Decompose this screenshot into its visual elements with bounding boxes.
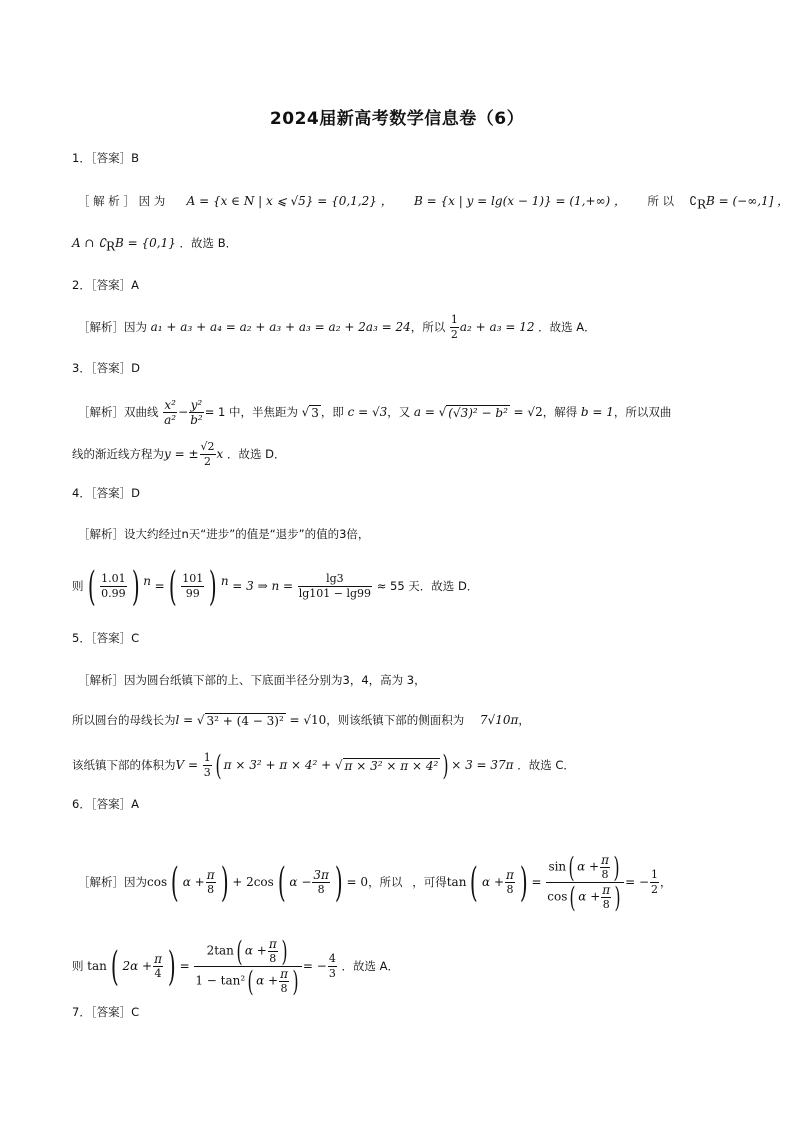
q5-explanation-line2: 所以圆台的母线长为l = √ 3² + (4 − 3)² = √10，则该纸镇下部的侧面积为 7√10π， <box>72 713 530 728</box>
q3-answer: 3．［答案］D <box>72 361 140 375</box>
q4-explanation-line2: 则( $\frac{1.01}{0.99}$ ) $^n$ =( $\frac{101}{99}$ ) $^n$ = 3 ⇒ n = $\frac{\lg 3}{\lg 101 - \lg 99}$ ≈ 55 天．故选 D． <box>72 563 479 610</box>
fraction-y2-b2: $\frac{\text{y²}}{\text{b²}}$ <box>190 398 203 427</box>
fraction-x2-a2: $\frac{\text{x²}}{\text{a²}}$ <box>164 398 177 427</box>
q5-answer: 5．［答案］C <box>72 631 140 645</box>
q5-explanation-line1: ［解析］因为圆台纸镇下部的上、下底面半径分别为3，4，高为 3， <box>78 673 426 687</box>
q5-explanation-line3: 该纸镇下部的体积为V = $\frac{1}{3}$ ( π × 3² + π × 4² + √ π × 3² × π × 4² ) × 3 = 37π ．故选 C． <box>72 748 575 782</box>
q6-explanation-line2: 则 tan( 2α + $\frac{\pi}{4}$ ) = 2tan( α + $\frac{\pi}{8}$ ) 1 − tan²( α + $\frac{\pi}{8}$ ) = − $\frac{4}{3}$ ．故选 A． <box>72 934 400 998</box>
fraction-one-half: $\frac{1}{2}$ <box>450 313 458 341</box>
fraction-sin-over-cos: sin( α + $\frac{\pi}{8}$ ) cos( α + $\frac{\pi}{8}$ ) <box>546 853 624 912</box>
q3-explanation-line1: ［解析］双曲线 $\frac{\text{x²}}{\text{a²}}$ − $\frac{\text{y²}}{\text{b²}}$ = 1 中，半焦距为 √ 3 ，即 c = √3，又 a = √ (√3)² − b² = √2，解得 b = 1，所以双曲 <box>78 398 672 427</box>
q4-answer: 4．［答案］D <box>72 486 140 500</box>
q1-answer: 1．［答案］B <box>72 151 139 165</box>
q3-explanation-line2: 线的渐近线方程为y = ± $\frac{√2}{2}$ x ．故选 D． <box>72 440 286 468</box>
fraction-sqrt2-2: $\frac{√2}{2}$ <box>200 440 215 468</box>
q7-answer: 7．［答案］C <box>72 1005 140 1019</box>
page-title: 2024届新高考数学信息卷（6） <box>269 109 525 129</box>
q1-explanation-line2: A ∩ $∁_RB = \{0,1\}$ ．故选 B． <box>72 236 238 254</box>
q6-explanation-line1: ［解析］因为cos( α + $\frac{\pi}{8}$ ) + 2cos( α − $\frac{3\pi}{8}$ ) = 0，所以 ，可得tan( α + $\frac{\pi}{8}$ ) = sin( α + $\frac{\pi}{8}$ ) cos( α + $\frac{\pi}{8}$ ) = − $\frac{1}{2}$ ， <box>78 850 672 914</box>
q6-answer: 6．［答案］A <box>72 797 139 811</box>
q1-explanation-line1: ［ 解 析 ］ 因 为 A = {x ∈ N | x ⩽ √5} = {0,1,2} ， B = {x | y = lg(x − 1)} = (1,+∞) ， 所 以 $∁_RB = (-\infty,1]$ ， <box>78 194 790 212</box>
q2-answer: 2．［答案］A <box>72 278 139 292</box>
fraction-double-angle: 2tan( α + $\frac{\pi}{8}$ ) 1 − tan²( α + $\frac{\pi}{8}$ ) <box>194 937 302 996</box>
q2-explanation: ［解析］因为 a₁ + a₃ + a₄ = a₂ + a₃ + a₃ = a₂ + 2a₃ = 24，所以 $\frac{1}{2}$ a₂ + a₃ = 12 ．故选 A． <box>78 313 596 341</box>
q4-explanation-line1: ［解析］设大约经过n天“进步”的值是“退步”的值的3倍， <box>78 527 370 541</box>
